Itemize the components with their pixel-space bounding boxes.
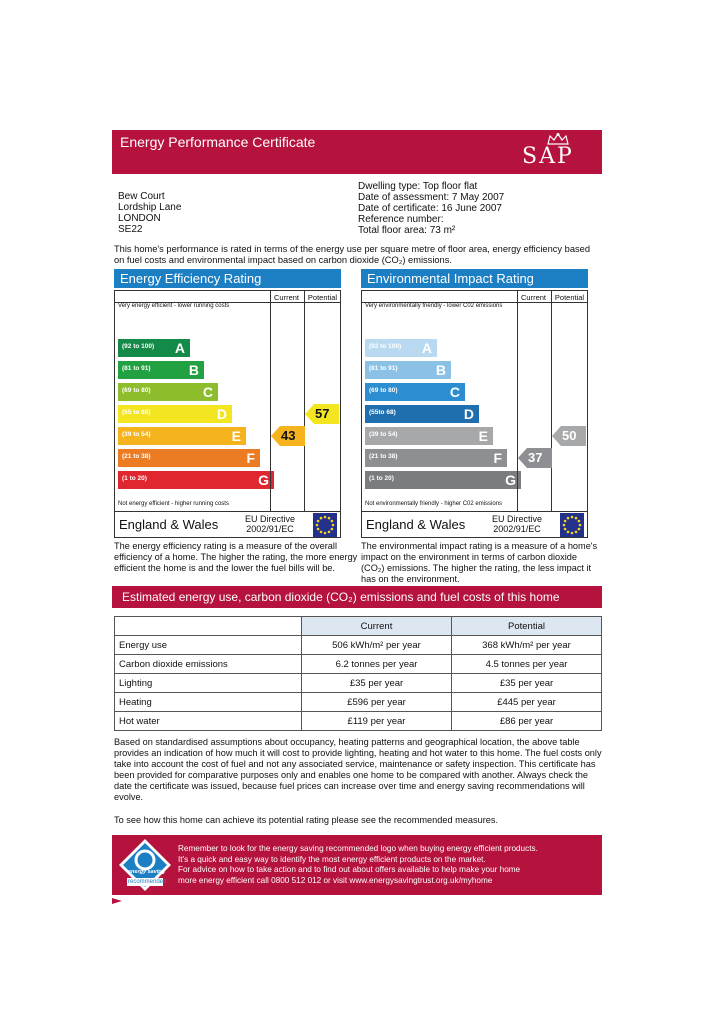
band-e	[365, 427, 493, 445]
environmental-footer	[361, 512, 588, 538]
certificate-date: Date of certificate: 16 June 2007	[358, 203, 502, 214]
efficiency-footer	[114, 512, 341, 538]
eu-directive: EU Directive 2002/91/EC	[492, 514, 543, 534]
energy-saving-promo	[112, 835, 602, 895]
band-f	[365, 449, 507, 467]
band-letter: F	[246, 450, 255, 466]
current-value: 506 kWh/m² per year	[302, 636, 452, 655]
top-note: Very energy efficient - lower running costs	[118, 303, 230, 309]
environmental-panel	[361, 269, 598, 585]
address-block	[118, 191, 181, 235]
table-header-row	[115, 617, 602, 636]
table-row	[115, 693, 602, 712]
band-letter: C	[449, 384, 460, 400]
efficiency-description: The energy efficiency rating is a measure of the overall efficiency of a home. The higher the rating, the more energy efficient the home is and the lower the fuel bills will be.	[114, 541, 358, 573]
potential-rating-pointer: 50	[552, 426, 586, 446]
table-row	[115, 636, 602, 655]
row-label: Lighting	[115, 674, 302, 693]
efficiency-title: Energy Efficiency Rating	[114, 269, 341, 288]
band-letter: F	[493, 450, 502, 466]
address-line: Lordship Lane	[118, 202, 182, 213]
band-d	[118, 405, 232, 423]
band-c	[365, 383, 465, 401]
dwelling-details	[358, 181, 504, 236]
band-letter: A	[421, 340, 432, 356]
band-e	[118, 427, 246, 445]
page-corner-mark	[112, 898, 122, 904]
band-d	[365, 405, 479, 423]
current-column-header: Current	[520, 293, 546, 302]
bottom-note: Not environmentally friendly - higher C02 emissions	[365, 501, 503, 507]
band-range: (55to 68)	[369, 409, 396, 416]
band-range: (39 to 54)	[122, 431, 151, 438]
table-header-cell	[115, 617, 302, 636]
recommended-measures-note: To see how this home can achieve its potential rating please see the recommended measures.	[114, 815, 499, 825]
address-line: SE22	[118, 224, 143, 235]
costs-table	[114, 616, 602, 731]
energy-saving-recommended-logo	[118, 838, 172, 892]
environmental-chart	[361, 290, 588, 512]
logo-text-recommended: recommended	[128, 879, 167, 885]
row-label: Carbon dioxide emissions	[115, 655, 302, 674]
band-letter: A	[174, 340, 185, 356]
potential-column-header: Potential	[554, 293, 585, 302]
band-range: (1 to 20)	[369, 475, 394, 482]
table-row	[115, 674, 602, 693]
band-a	[118, 339, 190, 357]
potential-value: £35 per year	[452, 674, 602, 693]
band-letter: D	[463, 406, 474, 422]
band-range: (69 to 80)	[369, 387, 398, 394]
costs-section-title: Estimated energy use, carbon dioxide (CO₂) emissions and fuel costs of this home	[112, 586, 602, 608]
band-range: (1 to 20)	[122, 475, 147, 482]
band-b	[118, 361, 204, 379]
potential-value: 368 kWh/m² per year	[452, 636, 602, 655]
band-range: (92 to 100)	[369, 343, 402, 350]
environmental-title: Environmental Impact Rating	[361, 269, 588, 288]
band-a	[365, 339, 437, 357]
band-letter: G	[258, 472, 269, 488]
sap-logo-text: SAP	[522, 144, 574, 169]
region-label: England & Wales	[366, 517, 466, 532]
current-value: 6.2 tonnes per year	[302, 655, 452, 674]
band-letter: B	[188, 362, 199, 378]
band-range: (81 to 91)	[369, 365, 398, 372]
table-header-current: Current	[302, 617, 452, 636]
band-b	[365, 361, 451, 379]
potential-value: £86 per year	[452, 712, 602, 731]
band-letter: E	[231, 428, 241, 444]
eu-flag-icon	[560, 513, 584, 537]
current-value: £35 per year	[302, 674, 452, 693]
band-letter: D	[216, 406, 227, 422]
table-row	[115, 655, 602, 674]
row-label: Energy use	[115, 636, 302, 655]
band-range: (39 to 54)	[369, 431, 398, 438]
assessment-date: Date of assessment: 7 May 2007	[358, 192, 505, 203]
potential-value: £445 per year	[452, 693, 602, 712]
band-range: (21 to 38)	[122, 453, 151, 460]
bottom-note: Not energy efficient - higher running costs	[118, 501, 229, 507]
address-line: Bew Court	[118, 191, 165, 202]
band-range: (21 to 38)	[369, 453, 398, 460]
band-f	[118, 449, 260, 467]
assumptions-text: Based on standardised assumptions about occupancy, heating patterns and geographical location, the above table provides an indication of how much it will cost to provide lighting, heating and hot water to this home. The fuel costs only take into account the cost of fuel and not any associated service, maintenance or safety inspection. This certificate has been provided for comparative purposes only and enables one home to be compared with another. Always check the date the certificate was issued, because fuel prices can increase over time and energy saving recommendations will evolve.	[114, 737, 602, 802]
band-range: (92 to 100)	[122, 343, 155, 350]
band-c	[118, 383, 218, 401]
band-letter: B	[435, 362, 446, 378]
address-line: LONDON	[118, 213, 161, 224]
band-range: (55 to 68)	[122, 409, 151, 416]
efficiency-panel	[114, 269, 358, 574]
potential-rating-pointer: 57	[305, 404, 339, 424]
environmental-description: The environmental impact rating is a measure of a home's impact on the environment in terms of carbon dioxide (CO₂) emissions. The higher the rating, the less impact it has on the environment.	[361, 541, 598, 584]
band-letter: E	[478, 428, 488, 444]
current-column-header: Current	[273, 293, 299, 302]
band-range: (81 to 91)	[122, 365, 151, 372]
row-label: Hot water	[115, 712, 302, 731]
intro-text: This home's performance is rated in terms of the energy use per square metre of floor area, energy efficiency based on fuel costs and environmental impact based on carbon dioxide (CO₂) emissions.	[114, 244, 590, 265]
dwelling-type: Dwelling type: Top floor flat	[358, 181, 478, 192]
potential-value: 4.5 tonnes per year	[452, 655, 602, 674]
top-note: Very environmentally friendly - lower C02 emissions	[365, 303, 503, 309]
current-rating-pointer: 37	[518, 448, 552, 468]
logo-text-energy-saving: energy saving	[128, 869, 165, 875]
band-g	[365, 471, 521, 489]
band-range: (69 to 80)	[122, 387, 151, 394]
eu-flag-icon	[313, 513, 337, 537]
floor-area: Total floor area: 73 m²	[358, 225, 456, 236]
region-label: England & Wales	[119, 517, 219, 532]
current-rating-pointer: 43	[271, 426, 305, 446]
current-value: £119 per year	[302, 712, 452, 731]
promo-text: Remember to look for the energy saving recommended logo when buying energy efficient products. It's a quick and easy way to identify the most energy efficient products on the market. For advice on how to take action and to find out about offers available to help make your home more energy efficient call 0800 512 012 or visit www.energysavingtrust.org.uk/myhome	[178, 844, 538, 885]
reference-number: Reference number:	[358, 214, 444, 225]
band-letter: G	[505, 472, 516, 488]
table-header-potential: Potential	[452, 617, 602, 636]
current-value: £596 per year	[302, 693, 452, 712]
sap-logo	[522, 132, 594, 172]
eu-directive: EU Directive 2002/91/EC	[245, 514, 296, 534]
band-letter: C	[202, 384, 213, 400]
table-row	[115, 712, 602, 731]
certificate-title: Energy Performance Certificate	[120, 134, 316, 150]
row-label: Heating	[115, 693, 302, 712]
certificate-header	[112, 130, 602, 174]
efficiency-chart	[114, 290, 341, 512]
potential-column-header: Potential	[307, 293, 338, 302]
band-g	[118, 471, 274, 489]
